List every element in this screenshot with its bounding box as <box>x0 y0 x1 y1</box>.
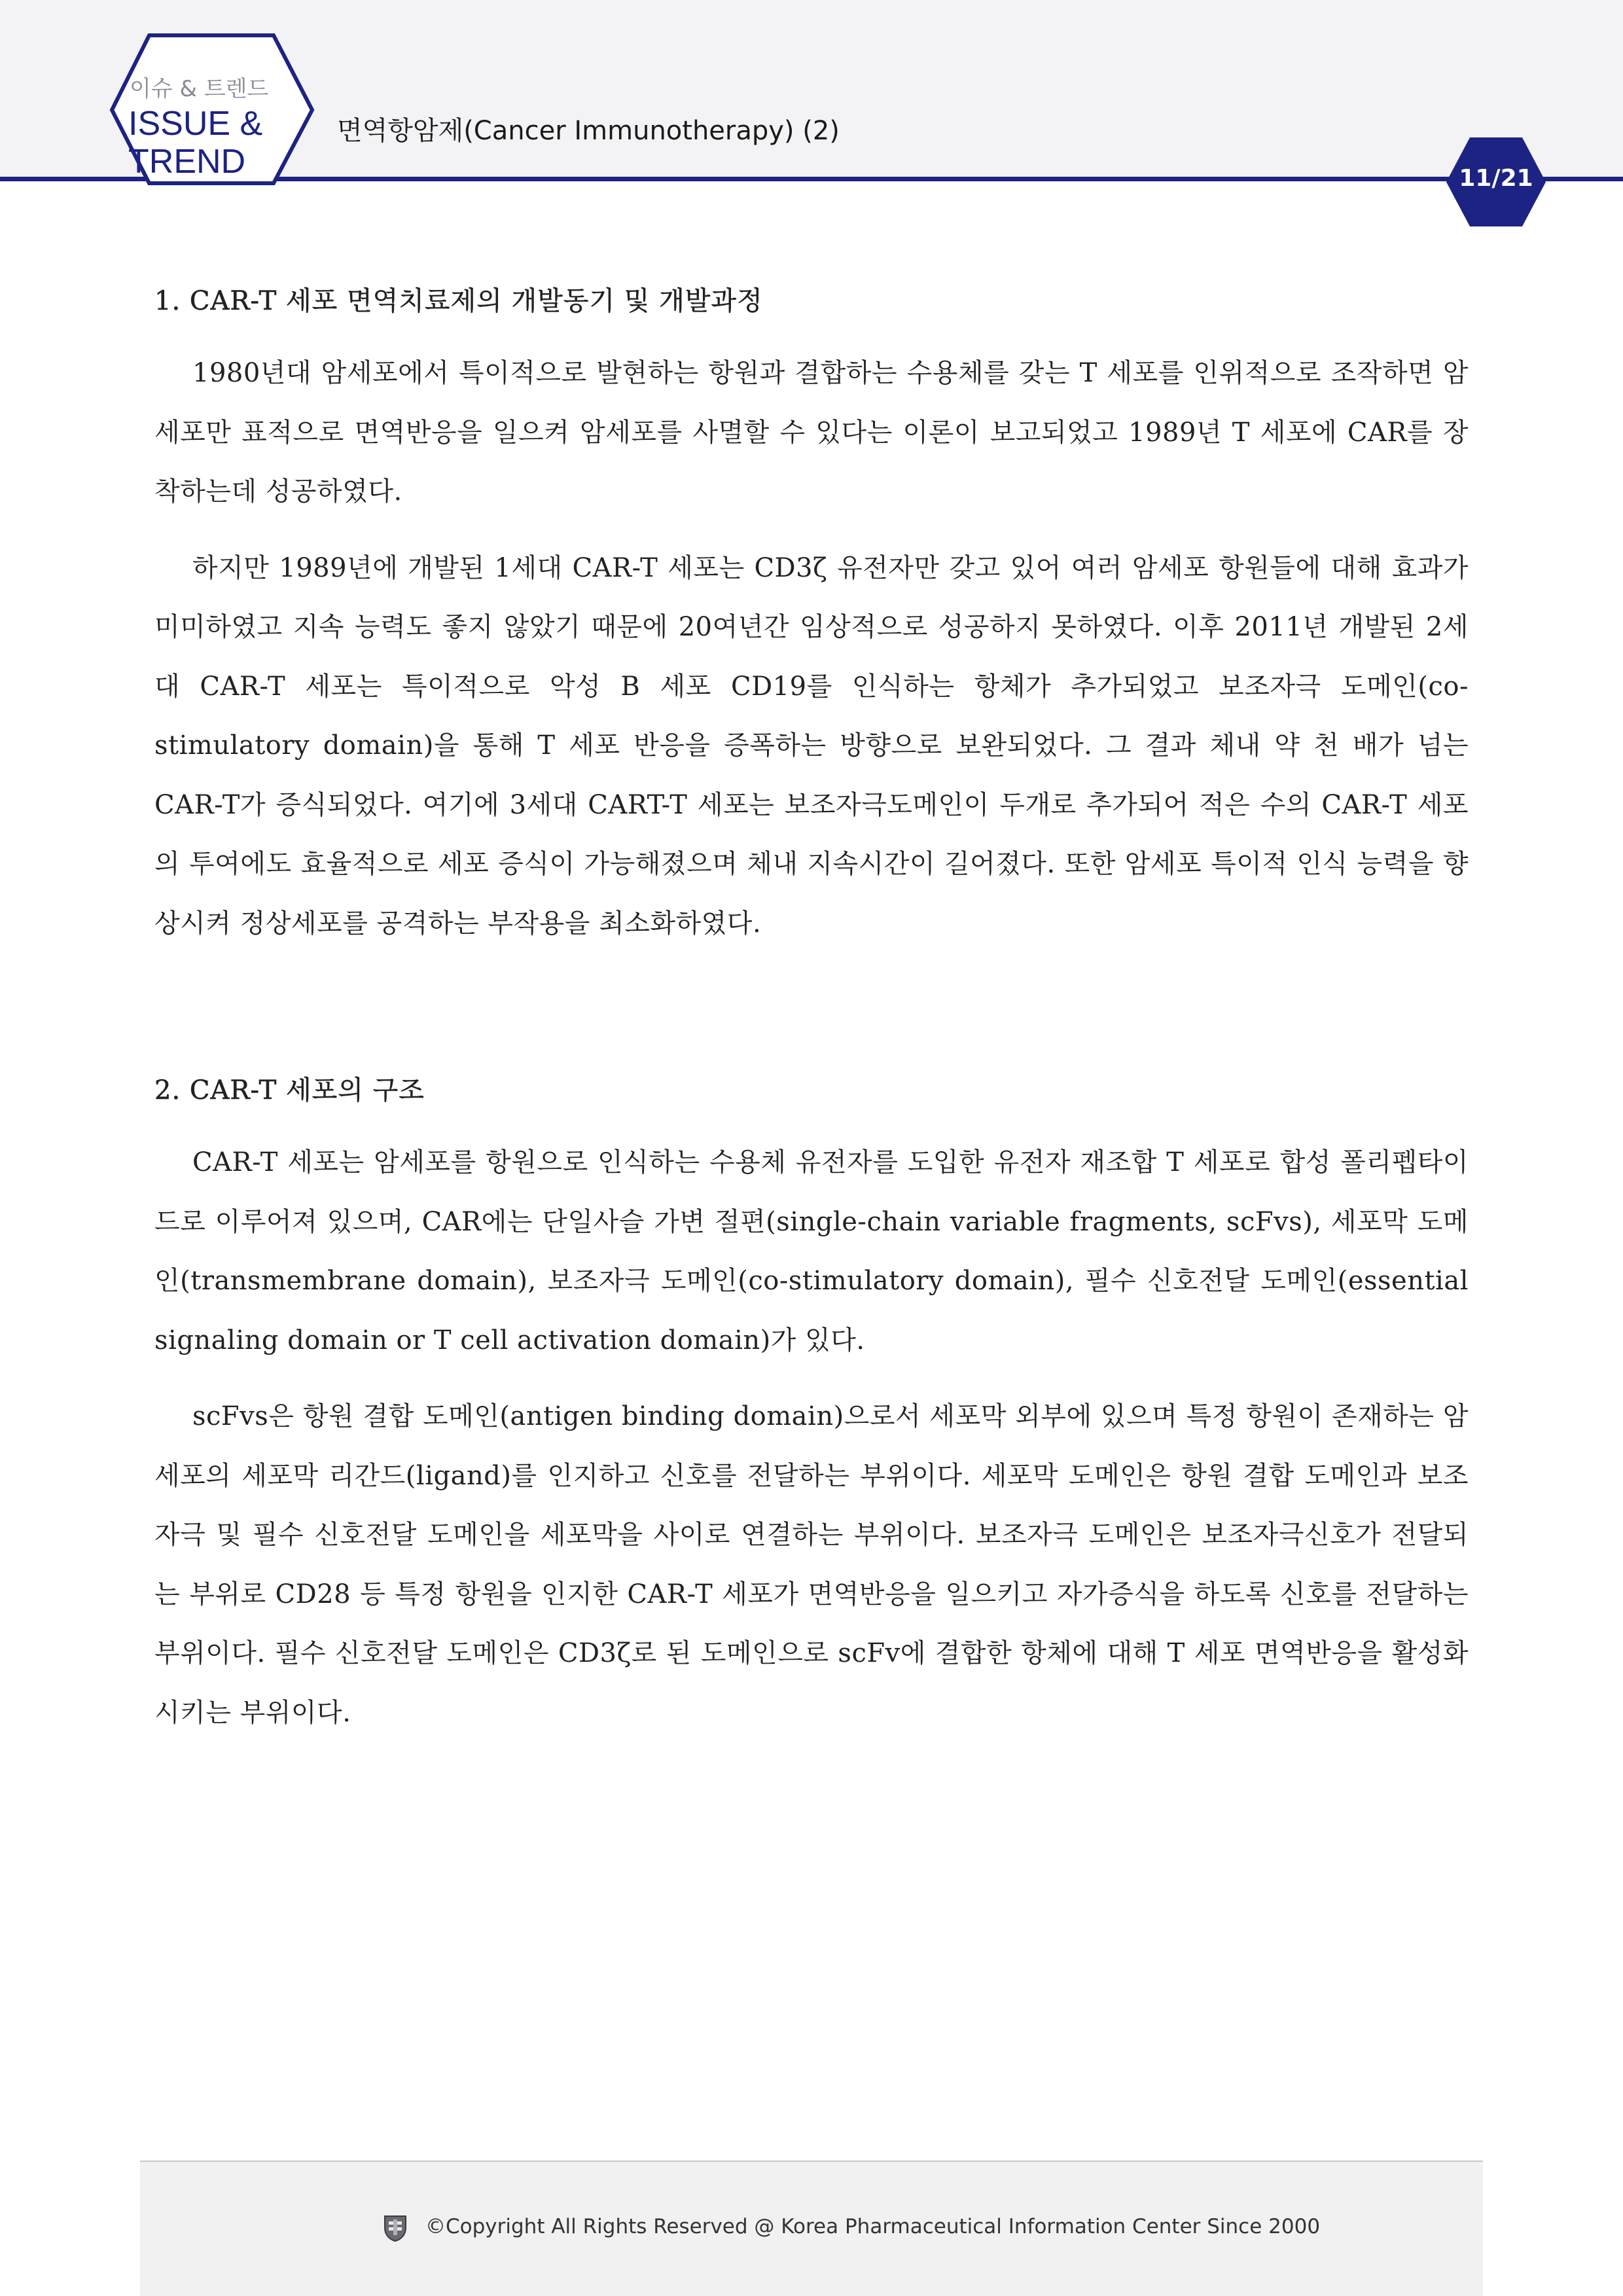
page-indicator: 11/21 <box>1459 165 1533 192</box>
paragraph: 1980년대 암세포에서 특이적으로 발현하는 항원과 결합하는 수용체를 갖는 T 세포를 인위적으로 조작하면 암세포만 표적으로 면역반응을 일으켜 암세포를 사멸할 수 있다는 이론이 보고되었고 1989년 T 세포에 CAR를 장착하는데 성공하였다. <box>154 358 1469 507</box>
paragraph: 하지만 1989년에 개발된 1세대 CAR-T 세포는 CD3ζ 유전자만 갖고 있어 여러 암세포 항원들에 대해 효과가 미미하였고 지속 능력도 좋지 않았기 때문에 20여년간 임상적으로 성공하지 못하였다. 이후 2011년 개발된 2세대 CAR-T 세포는 특이적으로 악성 B 세포 CD19를 인식하는 항체가 추가되었고 보조자극 도메인(co-stimulatory domain)을 통해 T 세포 반응을 증폭하는 방향으로 보완되었다. 그 결과 체내 약 천 배가 넘는 CAR-T가 증식되었다. 여기에 3세대 CART-T 세포는 보조자극도메인이 두개로 추가되어 적은 수의 CAR-T 세포의 투여에도 효율적으로 세포 증식이 가능해졌으며 체내 지속시간이 길어졌다. 또한 암세포 특이적 인식 능력을 향상시켜 정상세포를 공격하는 부작용을 최소화하였다. <box>154 552 1469 939</box>
paragraph: scFvs은 항원 결합 도메인(antigen binding domain)으로서 세포막 외부에 있으며 특정 항원이 존재하는 암세포의 세포막 리간드(ligand)를 인지하고 신호를 전달하는 부위이다. 세포막 도메인은 항원 결합 도메인과 보조자극 및 필수 신호전달 도메인을 세포막을 사이로 연결하는 부위이다. 보조자극 도메인은 보조자극신호가 전달되는 부위로 CD28 등 특정 항원을 인지한 CAR-T 세포가 면역반응을 일으키고 자가증식을 하도록 신호를 전달하는 부위이다. 필수 신호전달 도메인은 CD3ζ로 된 도메인으로 scFv에 결합한 항체에 대해 T 세포 면역반응을 활성화 시키는 부위이다. <box>154 1401 1469 1728</box>
copyright-notice: ©Copyright All Rights Reserved @ Korea Pharmaceutical Information Center Since 2000 <box>425 2215 1321 2238</box>
article-body <box>154 280 1469 1742</box>
shield-emblem-icon <box>382 2214 408 2242</box>
section-2 <box>154 1069 1469 1742</box>
logo-title: ISSUE & TREND <box>128 105 263 181</box>
section-heading: 1. CAR-T 세포 면역치료제의 개발동기 및 개발과정 <box>154 286 763 316</box>
paragraph: CAR-T 세포는 암세포를 항원으로 인식하는 수용체 유전자를 도입한 유전자 재조합 T 세포로 합성 폴리펩타이드로 이루어져 있으며, CAR에는 단일사슬 가변 절편(single-chain variable fragments, scFvs), 세포막 도메인(transmembrane domain), 보조자극 도메인(co-stimulatory domain), 필수 신호전달 도메인(essential signaling domain or T cell activation domain)가 있다. <box>154 1147 1469 1355</box>
section-1 <box>154 280 1469 953</box>
section-heading: 2. CAR-T 세포의 구조 <box>154 1075 425 1105</box>
document-title: 면역항암제(Cancer Immunotherapy) (2) <box>337 116 840 146</box>
logo-korean-label: 이슈 & 트렌드 <box>130 76 269 102</box>
